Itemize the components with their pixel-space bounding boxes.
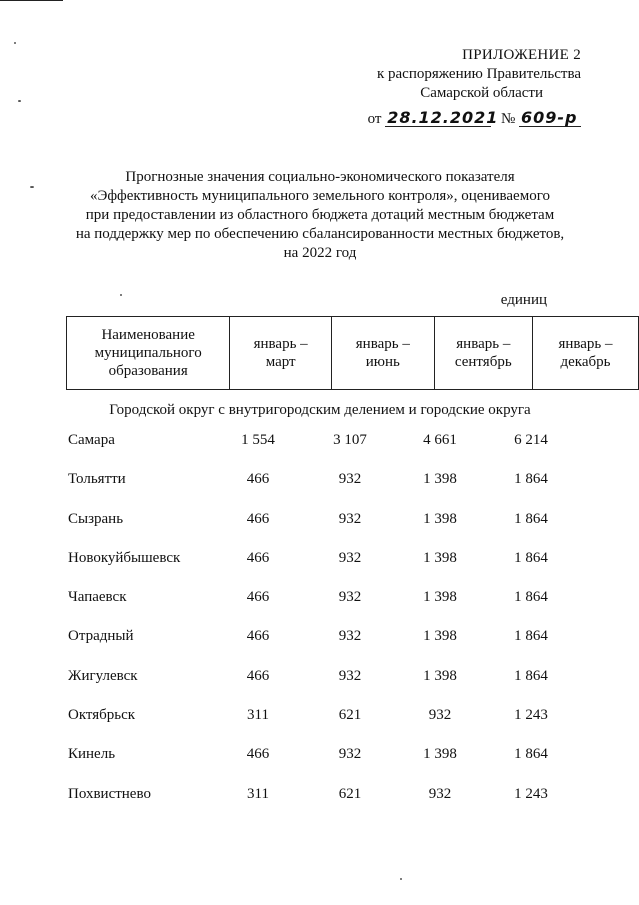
units-label: единиц xyxy=(500,292,547,308)
value-q4: 1 864 xyxy=(514,549,548,566)
value-q3: 1 398 xyxy=(423,471,457,488)
table-row xyxy=(0,509,639,548)
municipality-name: Сызрань xyxy=(68,510,124,527)
municipality-name: Похвистнево xyxy=(68,785,151,802)
title-line3: при предоставлении из областного бюджета дотаций местным бюджетам xyxy=(85,207,555,223)
table-header xyxy=(66,316,639,390)
value-q3: 1 398 xyxy=(423,746,457,763)
value-q2: 3 107 xyxy=(333,432,367,448)
municipality-name: Октябрьск xyxy=(68,707,136,724)
value-q1: 466 xyxy=(246,628,270,645)
header-q4: январь – декабрь xyxy=(532,317,638,390)
section-label: Городской округ с внутригородским делением и городские округа xyxy=(109,402,531,418)
value-q4: 1 243 xyxy=(514,785,548,802)
value-q2: 932 xyxy=(338,589,362,606)
value-q1: 1 554 xyxy=(241,432,275,448)
value-q4: 1 864 xyxy=(514,589,548,606)
value-q1: 466 xyxy=(246,510,270,527)
header-municipality: Наименование муниципального образования xyxy=(67,317,230,390)
value-q3: 1 398 xyxy=(423,628,457,645)
scan-speck xyxy=(18,100,21,102)
appendix-subtitle-line2: Самарской области xyxy=(420,85,543,101)
value-q2: 932 xyxy=(338,746,362,763)
value-q3: 1 398 xyxy=(423,667,457,684)
value-q4: 1 243 xyxy=(514,707,548,724)
value-q2: 932 xyxy=(338,510,362,527)
value-q4: 1 864 xyxy=(514,628,548,645)
value-q2: 932 xyxy=(338,628,362,645)
value-q1: 466 xyxy=(246,667,270,684)
value-q4: 1 864 xyxy=(514,471,548,488)
value-q2: 932 xyxy=(338,667,362,684)
scan-speck xyxy=(14,42,16,44)
appendix-subtitle-line1: к распоряжению Правительства xyxy=(376,66,581,82)
value-q3: 932 xyxy=(428,785,452,802)
value-q1: 466 xyxy=(246,471,270,488)
value-q4: 6 214 xyxy=(514,432,548,448)
value-q1: 311 xyxy=(247,707,269,724)
value-q2: 621 xyxy=(338,707,362,724)
value-q3: 1 398 xyxy=(423,549,457,566)
order-reference xyxy=(321,109,581,129)
header-q2: январь – июнь xyxy=(331,317,434,390)
table-row xyxy=(0,784,639,823)
value-q4: 1 864 xyxy=(514,667,548,684)
appendix-title: ПРИЛОЖЕНИЕ 2 xyxy=(462,47,581,63)
header-q1: январь – март xyxy=(230,317,332,390)
document-title xyxy=(55,168,585,263)
table-row xyxy=(0,430,639,469)
appendix-block xyxy=(321,46,581,129)
municipality-name: Тольятти xyxy=(68,471,126,488)
value-q1: 466 xyxy=(246,549,270,566)
scan-edge-line xyxy=(0,0,63,1)
table-row xyxy=(0,587,639,626)
order-number-label: № xyxy=(500,111,516,127)
order-from-label: от xyxy=(367,111,382,127)
value-q3: 1 398 xyxy=(423,510,457,527)
table-row xyxy=(0,548,639,587)
order-number: 609-р xyxy=(519,109,581,127)
title-line4: на поддержку мер по обеспечению сбалансированности местных бюджетов, xyxy=(75,226,565,242)
scan-speck xyxy=(30,186,34,188)
table-row xyxy=(0,744,639,783)
table-row xyxy=(0,626,639,665)
table-row xyxy=(0,666,639,705)
title-line2: «Эффективность муниципального земельного контроля», оцениваемого xyxy=(90,188,550,204)
municipality-name: Жигулевск xyxy=(68,667,138,684)
value-q4: 1 864 xyxy=(514,746,548,763)
value-q1: 466 xyxy=(246,746,270,763)
value-q1: 466 xyxy=(246,589,270,606)
value-q4: 1 864 xyxy=(514,510,548,527)
value-q1: 311 xyxy=(247,785,269,802)
value-q3: 4 661 xyxy=(423,432,457,448)
table-row xyxy=(0,705,639,744)
header-q3: январь – сентябрь xyxy=(434,317,532,390)
municipality-name: Новокуйбышевск xyxy=(68,549,181,566)
value-q2: 932 xyxy=(338,549,362,566)
municipality-name: Самара xyxy=(68,432,115,448)
value-q2: 932 xyxy=(338,471,362,488)
municipality-name: Отрадный xyxy=(68,628,134,645)
value-q3: 932 xyxy=(428,707,452,724)
municipality-name: Кинель xyxy=(68,746,116,763)
table-row xyxy=(0,469,639,508)
value-q3: 1 398 xyxy=(423,589,457,606)
municipality-name: Чапаевск xyxy=(68,589,127,606)
title-line5: на 2022 год xyxy=(283,245,357,261)
value-q2: 621 xyxy=(338,785,362,802)
order-date: 28.12.2021 xyxy=(387,108,499,127)
scan-speck xyxy=(400,878,402,880)
scan-speck xyxy=(120,294,122,296)
table-body xyxy=(0,430,639,823)
title-line1: Прогнозные значения социально-экономического показателя xyxy=(125,169,515,185)
